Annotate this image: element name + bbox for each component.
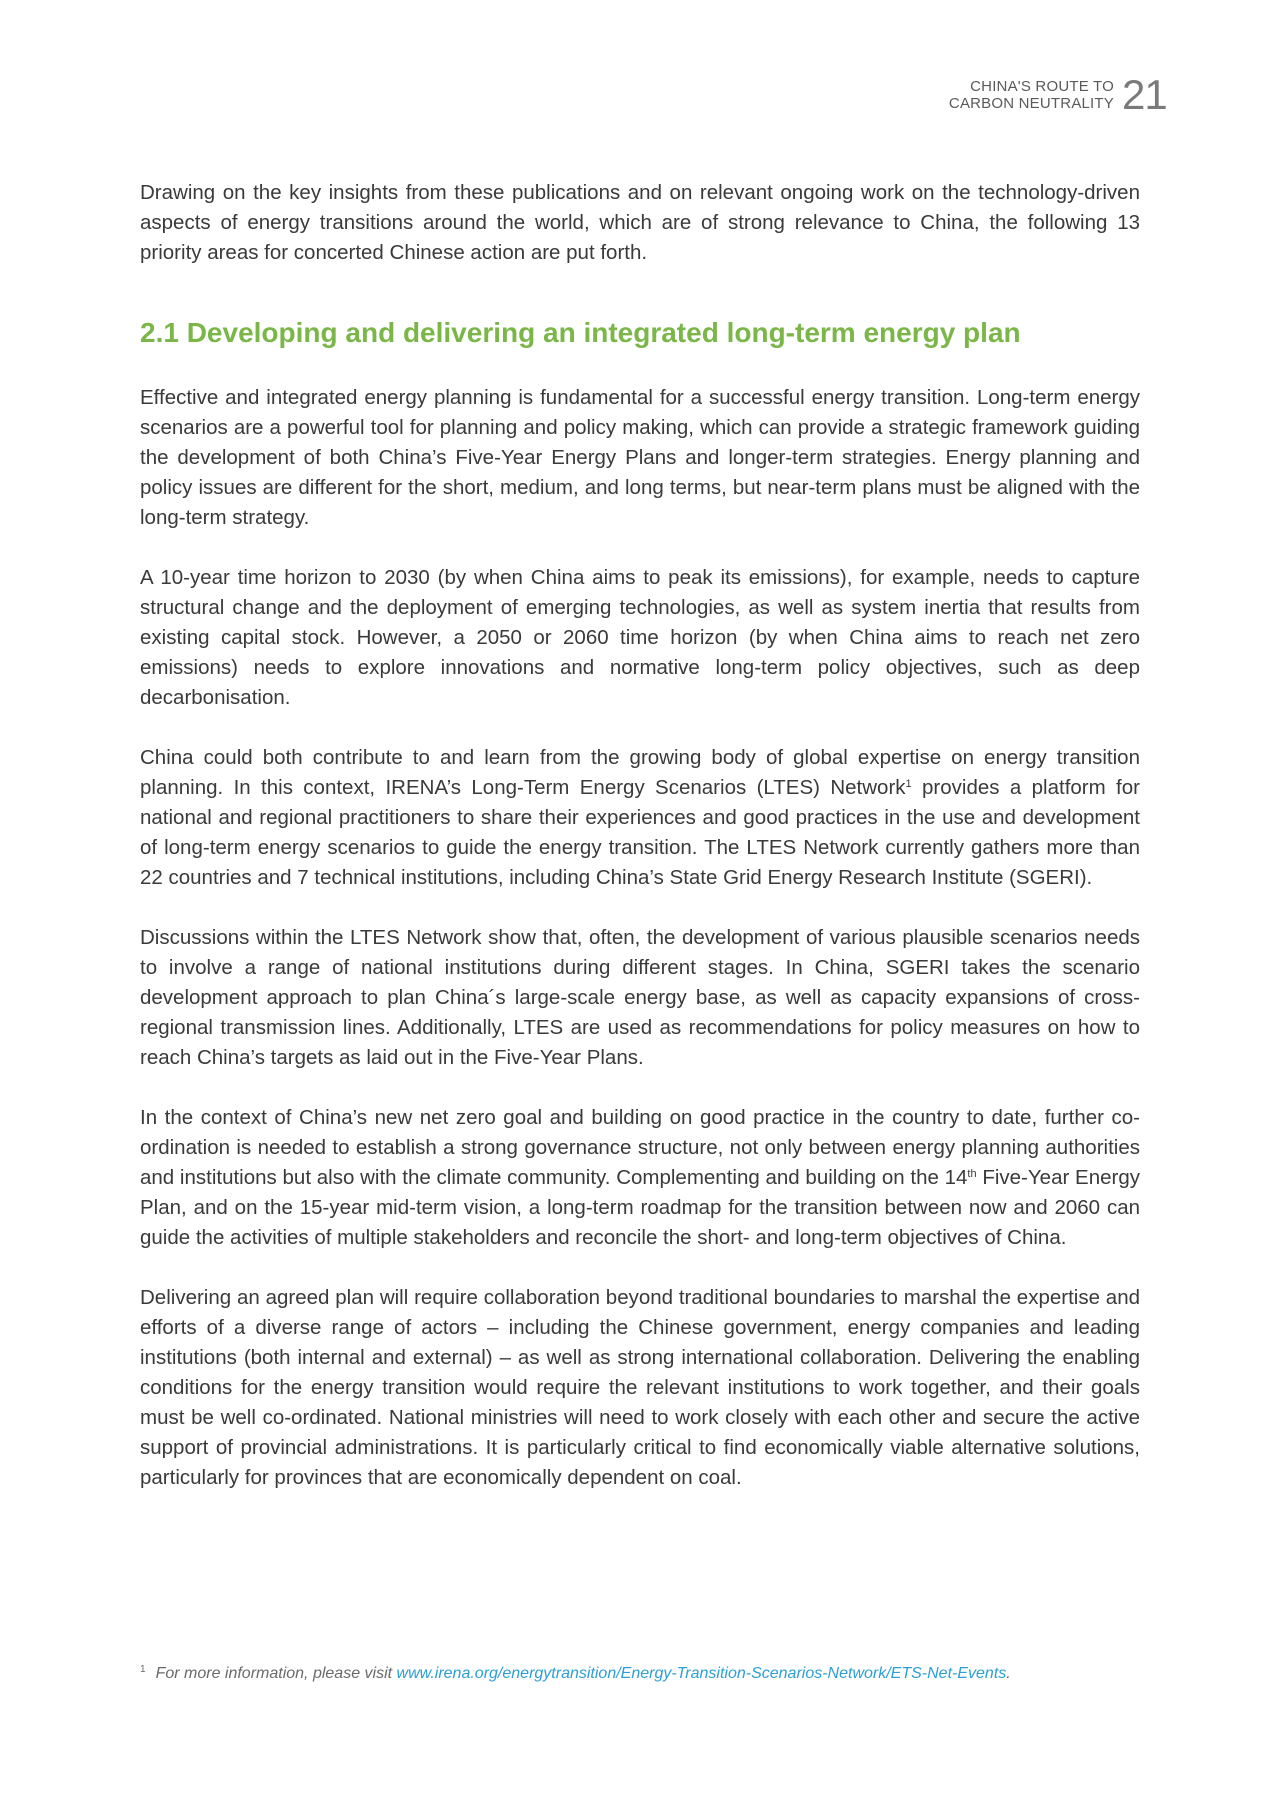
paragraph-2: A 10-year time horizon to 2030 (by when China aims to peak its emissions), for example, needs to capture structural change and the deployment of emerging technologies, as well as system inertia that results from existing capital stock. However, a 2050 or 2060 time horizon (by when China aims to reach net zero emissions) needs to explore innovations and normative long-term policy objectives, such as deep decarbonisation. bbox=[140, 566, 1140, 709]
footnote-reference[interactable]: 1 bbox=[905, 778, 912, 790]
page-number: 21 bbox=[1122, 71, 1167, 118]
paragraph-4: Discussions within the LTES Network show that, often, the development of various plausible scenarios needs to involve a range of national institutions during different stages. In China, SGERI takes the scenario development approach to plan China´s large-scale energy base, as well as capacity expansions of cross-regional transmission lines. Additionally, LTES are used as recommendations for policy measures on how to reach China’s targets as laid out in the Five-Year Plans. bbox=[140, 926, 1140, 1069]
ordinal-superscript: th bbox=[967, 1168, 977, 1180]
paragraph-5-text-end: Five-Year Energy Plan, and on the 15-year mid-term vision, a long-term roadmap for the transition between now and 2060 can guide the activities of multiple stakeholders and reconcile the short- and long-term objectives of China. bbox=[140, 1166, 1140, 1249]
running-title-line-1: CHINA'S ROUTE TO bbox=[970, 78, 1114, 95]
paragraph-3-text-start: China could both contribute to and learn from the growing body of global expertise on energy transition planning. In this context, IRENA’s Long-Term Energy Scenarios (LTES) Network bbox=[140, 746, 1140, 799]
footnote bbox=[140, 1660, 1140, 1684]
paragraph-5 bbox=[140, 1103, 1140, 1253]
paragraph-6: Delivering an agreed plan will require collaboration beyond traditional boundaries to marshal the expertise and efforts of a diverse range of actors – including the Chinese government, energy companies and leading institutions (both internal and external) – as well as strong international collaboration. Delivering the enabling conditions for the energy transition would require the relevant institutions to work together, and their goals must be well co-ordinated. National ministries will need to work closely with each other and secure the active support of provincial administrations. It is particularly critical to find economically viable alternative solutions, particularly for provinces that are economically dependent on coal. bbox=[140, 1286, 1140, 1489]
paragraph-3 bbox=[140, 743, 1140, 893]
footnote-trailing: . bbox=[1006, 1665, 1011, 1682]
running-title-line-2: CARBON NEUTRALITY bbox=[948, 95, 1114, 112]
main-content bbox=[140, 178, 1140, 1523]
paragraph-1: Effective and integrated energy planning is fundamental for a successful energy transition. Long-term energy scenarios are a powerful tool for planning and policy making, which can provide a strategic framework guiding the development of both China’s Five-Year Energy Plans and longer-term strategies. Energy planning and policy issues are different for the short, medium, and long terms, but near-term plans must be aligned with the long-term strategy. bbox=[140, 386, 1140, 529]
paragraph-3-text-end: provides a platform for national and regional practitioners to share their experiences and good practices in the use and development of long-term energy scenarios to guide the energy transition. The LTES Network currently gathers more than 22 countries and 7 technical institutions, including China’s State Grid Energy Research Institute (SGERI). bbox=[140, 776, 1140, 889]
intro-paragraph: Drawing on the key insights from these publications and on relevant ongoing work on the technology-driven aspects of energy transitions around the world, which are of strong relevance to China, the following 13 priority areas for concerted Chinese action are put forth. bbox=[140, 181, 1140, 264]
paragraph-5-text-start: In the context of China’s new net zero goal and building on good practice in the country to date, further co-ordination is needed to establish a strong governance structure, not only between energy planning authorities and institutions but also with the climate community. Complementing and building on the 14 bbox=[140, 1106, 1140, 1189]
footnote-marker: 1 bbox=[140, 1664, 146, 1675]
footnote-text: For more information, please visit bbox=[155, 1665, 397, 1682]
section-heading: 2.1 Developing and delivering an integrated long-term energy plan bbox=[140, 317, 1021, 348]
footnote-link[interactable]: www.irena.org/energytransition/Energy-Transition-Scenarios-Network/ETS-Net-Events bbox=[396, 1665, 1007, 1682]
running-header bbox=[949, 78, 1114, 112]
